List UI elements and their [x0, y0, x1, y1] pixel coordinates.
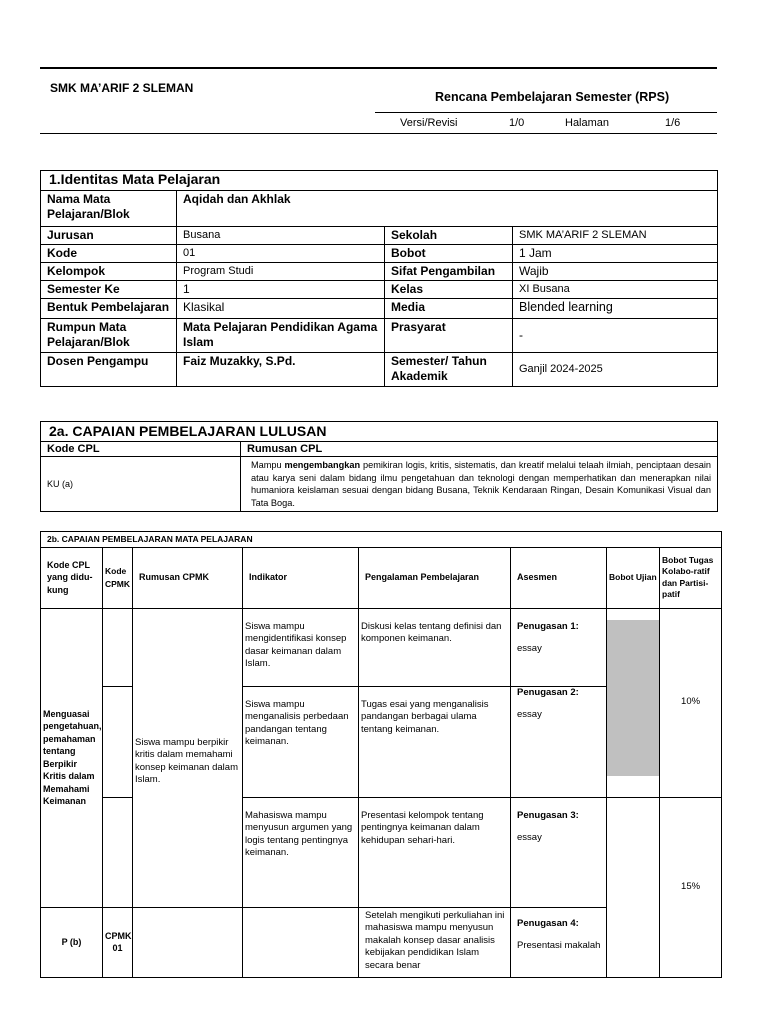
cpmk-header-kode-cpmk: Kode CPMK — [103, 547, 133, 608]
cpmk-header-indikator: Indikator — [243, 547, 359, 608]
label-nama-mapel: Nama Mata Pelajaran/Blok — [41, 191, 177, 227]
school-name: SMK MA’ARIF 2 SLEMAN — [50, 81, 194, 95]
label-bentuk: Bentuk Pembelajaran — [41, 299, 177, 319]
label-jurusan: Jurusan — [41, 227, 177, 245]
value-prasyarat: - — [513, 319, 718, 353]
cpmk-asesmen-1 — [511, 608, 607, 686]
cpmk-indikator-1: Siswa mampu mengidentifikasi konsep dasar keimanan dalam Islam. — [243, 608, 359, 686]
bobot-tugas-1: 10% — [660, 608, 722, 797]
last-rumusan-cell — [133, 907, 243, 977]
cpmk-asesmen-3 — [511, 797, 607, 907]
cpl-description — [241, 457, 718, 512]
cpmk-header-bobot-ujian: Bobot Ujian — [607, 547, 660, 608]
cpmk-title: 2b. CAPAIAN PEMBELAJARAN MATA PELAJARAN — [41, 532, 722, 548]
document-title: Rencana Pembelajaran Semester (RPS) — [435, 90, 670, 104]
cpl-title: 2a. CAPAIAN PEMBELAJARAN LULUSAN — [41, 422, 718, 442]
cpl-header-rumusan: Rumusan CPL — [241, 442, 718, 457]
bobot-ujian-cell-2 — [607, 797, 660, 977]
cpmk-asesmen-4 — [511, 907, 607, 977]
cpl-desc-bold: mengembangkan — [284, 460, 361, 470]
label-sifat: Sifat Pengambilan — [385, 263, 513, 281]
value-kode: 01 — [177, 245, 385, 263]
cpmk-indikator-2: Siswa mampu menganalisis perbedaan pandangan tentang keimanan. — [243, 686, 359, 797]
cpmk-kode-cell-2 — [103, 686, 133, 797]
value-dosen: Faiz Muzakky, S.Pd. — [177, 353, 385, 387]
identitas-table — [40, 170, 718, 387]
header-bottom-rule — [40, 133, 717, 134]
label-semester-tahun: Semester/ Tahun Akademik — [385, 353, 513, 387]
label-rumpun: Rumpun Mata Pelajaran/Blok — [41, 319, 177, 353]
cpl-desc-pre: Mampu — [251, 460, 285, 470]
label-dosen: Dosen Pengampu — [41, 353, 177, 387]
page-label: Halaman — [565, 117, 610, 129]
asesmen-type-3: essay — [517, 832, 542, 843]
cpmk-header-rumusan: Rumusan CPMK — [133, 547, 243, 608]
asesmen-type-2: essay — [517, 709, 542, 720]
value-nama-mapel: Aqidah dan Akhlak — [177, 191, 718, 227]
page-value: 1/6 — [665, 117, 681, 129]
asesmen-title-1: Penugasan 1: — [517, 620, 579, 632]
label-semester: Semester Ke — [41, 281, 177, 299]
last-indikator-cell — [243, 907, 359, 977]
asesmen-type-4: Presentasi makalah — [517, 940, 601, 951]
value-semester: 1 — [177, 281, 385, 299]
asesmen-title-4: Penugasan 4: — [517, 917, 579, 929]
last-kode-cpmk: CPMK 01 — [103, 907, 133, 977]
label-kode: Kode — [41, 245, 177, 263]
cpmk-asesmen-2 — [511, 686, 607, 797]
label-sekolah: Sekolah — [385, 227, 513, 245]
cpl-header-kode: Kode CPL — [41, 442, 241, 457]
label-kelas: Kelas — [385, 281, 513, 299]
label-bobot: Bobot — [385, 245, 513, 263]
cpmk-indikator-3: Mahasiswa mampu menyusun argumen yang logis tentang pentingnya keimanan. — [243, 797, 359, 907]
label-kelompok: Kelompok — [41, 263, 177, 281]
value-kelompok: Program Studi — [177, 263, 385, 281]
cpmk-pengalaman-1: Diskusi kelas tentang definisi dan komponen keimanan. — [359, 608, 511, 686]
value-semester-tahun: Ganjil 2024-2025 — [513, 353, 718, 387]
value-kelas: XI Busana — [513, 281, 718, 299]
asesmen-title-3: Penugasan 3: — [517, 809, 579, 821]
value-jurusan: Busana — [177, 227, 385, 245]
value-sekolah: SMK MA’ARIF 2 SLEMAN — [513, 227, 718, 245]
cpmk-kode-cell-3 — [103, 797, 133, 907]
cpmk-pengalaman-4: Setelah mengikuti perkuliahan ini mahasiswa mampu menyusun makalah konsep dasar analisis kebijakan pendidikan Islam secara benar — [359, 907, 511, 977]
cpmk-header-kode-cpl: Kode CPL yang didu-kung — [41, 547, 103, 608]
version-value: 1/0 — [509, 117, 525, 129]
bobot-ujian-shade — [607, 620, 659, 776]
label-prasyarat: Prasyarat — [385, 319, 513, 353]
bobot-tugas-2: 15% — [660, 797, 722, 977]
header-top-rule — [40, 67, 717, 69]
cpmk-group-label: Menguasai pengetahuan, pemahaman tentang Berpikir Kritis dalam Memahami Keimanan — [41, 608, 103, 907]
cpmk-pengalaman-3: Presentasi kelompok tentang pentingnya keimanan dalam kehidupan sehari-hari. — [359, 797, 511, 907]
asesmen-title-2: Penugasan 2: — [517, 686, 579, 698]
cpmk-header-pengalaman: Pengalaman Pembelajaran — [359, 547, 511, 608]
value-bobot: 1 Jam — [513, 245, 718, 263]
value-sifat: Wajib — [513, 263, 718, 281]
cpmk-pengalaman-2: Tugas esai yang menganalisis pandangan berbagai ulama tentang keimanan. — [359, 686, 511, 797]
label-media: Media — [385, 299, 513, 319]
identitas-title: 1.Identitas Mata Pelajaran — [41, 171, 718, 191]
cpmk-kode-cell-1 — [103, 608, 133, 686]
version-top-rule — [375, 112, 717, 113]
cpmk-header-asesmen: Asesmen — [511, 547, 607, 608]
cpl-table — [40, 421, 718, 512]
last-kode-cpl: P (b) — [41, 907, 103, 977]
bobot-ujian-cell — [607, 608, 660, 797]
value-rumpun: Mata Pelajaran Pendidikan Agama Islam — [177, 319, 385, 353]
value-media: Blended learning — [513, 299, 718, 319]
cpmk-header-bobot-tugas: Bobot Tugas Kolabo-ratif dan Partisi-patif — [660, 547, 722, 608]
cpmk-table — [40, 531, 722, 978]
cpl-desc-post: pemikiran logis, kritis, sistematis, dan kreatif melalui telaah ilmiah, penciptaan desain atau karya seni dalam bidang ilmu pengetahuan dan teknologi dengan memperhatikan dan menerapkan nilai humaniora keislaman sesuai dengan bidang Busana, Teknik Kendaraan Ringan, Desain Komunikasi Visual dan Tata Boga. — [251, 460, 711, 508]
cpl-kode: KU (a) — [41, 457, 241, 512]
cpmk-rumusan-text: Siswa mampu berpikir kritis dalam memahami konsep keimanan dalam Islam. — [133, 608, 243, 907]
version-label: Versi/Revisi — [400, 117, 458, 129]
asesmen-type-1: essay — [517, 643, 542, 654]
value-bentuk: Klasikal — [177, 299, 385, 319]
